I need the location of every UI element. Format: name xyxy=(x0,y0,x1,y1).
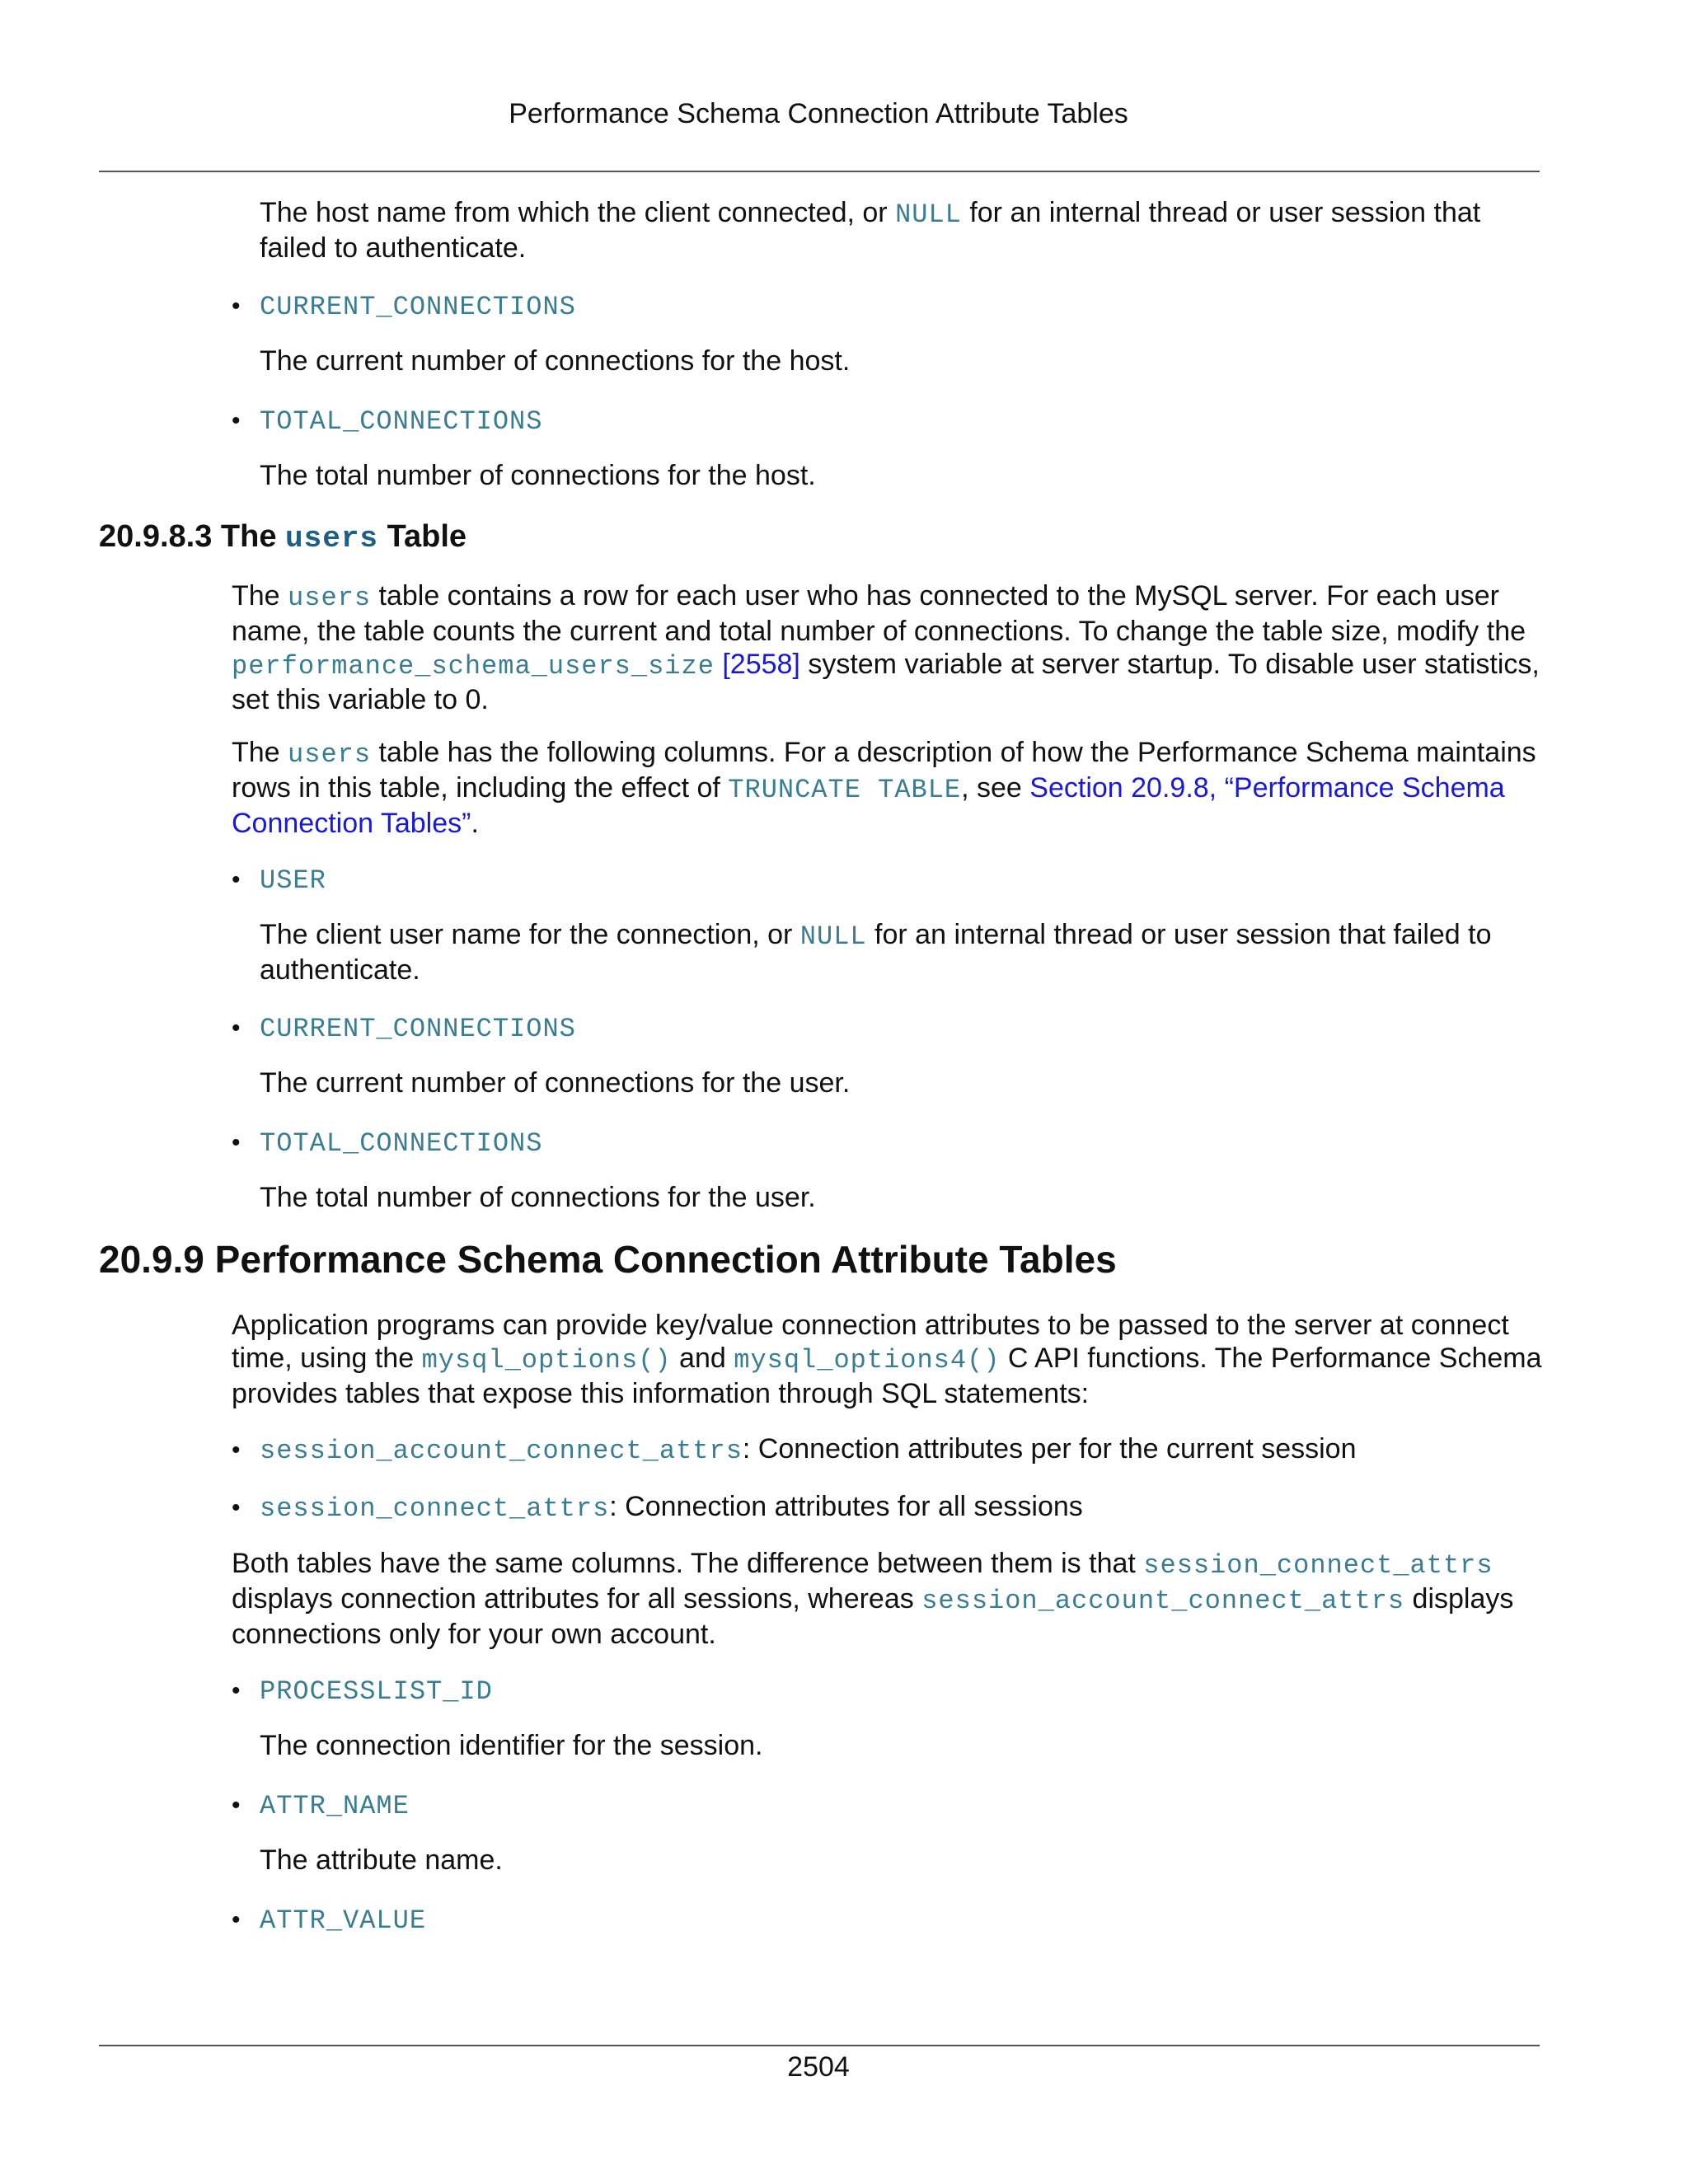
host-total-connections-description: The total number of connections for the host. xyxy=(260,460,816,491)
text-span: displays connections only for your own account. xyxy=(232,1583,1514,1650)
text-span: system variable at server startup. To disable user statistics, set this variable to 0. xyxy=(232,649,1540,715)
bullet-icon: • xyxy=(232,1792,241,1819)
page-reference-link[interactable]: [2558] xyxy=(714,649,800,680)
heading-suffix: Table xyxy=(378,519,467,554)
page-number: 2504 xyxy=(787,2051,850,2083)
total-connections-code[interactable]: TOTAL_CONNECTIONS xyxy=(260,406,543,437)
attr-name-description: The attribute name. xyxy=(260,1844,503,1876)
table-list-item xyxy=(232,1432,1542,1468)
current-connections-code[interactable]: CURRENT_CONNECTIONS xyxy=(260,292,576,322)
session-account-connect-attrs-link[interactable]: session_account_connect_attrs xyxy=(921,1586,1405,1616)
host-current-connections-description: The current number of connections for the host. xyxy=(260,345,851,377)
text-span: The xyxy=(232,737,288,768)
attr-intro-paragraph xyxy=(232,1309,1550,1410)
text-span: , see xyxy=(961,772,1030,804)
table-list-item xyxy=(232,1490,1542,1526)
text-span: Application programs can provide key/value connection attributes to be passed to the server at connect time, using the xyxy=(232,1310,1509,1374)
bullet-icon: • xyxy=(232,866,241,893)
host-total-connections-item xyxy=(232,403,1542,438)
users-size-variable-link[interactable]: performance_schema_users_size xyxy=(232,651,715,682)
footer-divider xyxy=(99,2045,1540,2046)
heading-number: 20.9.8.3 The xyxy=(99,519,286,554)
truncate-table-link[interactable]: TRUNCATE TABLE xyxy=(728,775,962,805)
session-connect-attrs-link[interactable]: session_connect_attrs xyxy=(260,1493,610,1524)
mysql-options-link[interactable]: mysql_options() xyxy=(421,1345,672,1376)
host-description-text: The host name from which the client connected, or xyxy=(260,197,896,228)
user-column-item xyxy=(232,862,1542,898)
text-span: C API functions. The Performance Schema provides tables that expose this information through SQL statements: xyxy=(232,1343,1542,1409)
null-code[interactable]: NULL xyxy=(799,921,867,952)
text-span: The client user name for the connection, or xyxy=(260,919,800,950)
users-code[interactable]: users xyxy=(288,583,372,613)
bullet-icon: • xyxy=(232,1494,241,1521)
users-table-heading xyxy=(99,518,467,558)
text-span: . xyxy=(471,808,479,839)
user-current-connections-item xyxy=(232,1010,1542,1046)
users-columns-paragraph xyxy=(232,736,1550,840)
text-span: displays connection attributes for all sessions, whereas xyxy=(232,1583,922,1615)
user-column-description xyxy=(260,918,1554,987)
users-code[interactable]: users xyxy=(288,739,372,770)
text-span: table has the following columns. For a description of how the Performance Schema maintains rows in this table, including the effect of xyxy=(232,737,1536,804)
processlist-id-code[interactable]: PROCESSLIST_ID xyxy=(260,1676,493,1707)
bullet-icon: • xyxy=(232,1677,241,1704)
session-connect-attrs-link[interactable]: session_connect_attrs xyxy=(1143,1550,1493,1581)
text-span: and xyxy=(671,1343,734,1374)
text-span: table contains a row for each user who has connected to the MySQL server. For each user name, the table counts the current and total number of connections. To change the table size, modify the xyxy=(232,580,1526,647)
text-span: Both tables have the same columns. The difference between them is that xyxy=(232,1548,1144,1579)
connection-attribute-tables-heading: 20.9.9 Performance Schema Connection Attribute Tables xyxy=(99,1238,1117,1281)
host-description-text-2: for an internal thread or user session that failed to authenticate. xyxy=(260,197,1481,264)
processlist-id-description: The connection identifier for the session. xyxy=(260,1730,763,1761)
table-description: : Connection attributes per for the current session xyxy=(742,1433,1357,1465)
user-current-connections-description: The current number of connections for the user. xyxy=(260,1067,851,1099)
total-connections-code[interactable]: TOTAL_CONNECTIONS xyxy=(260,1128,543,1159)
table-description: : Connection attributes for all sessions xyxy=(609,1491,1083,1522)
attr-name-code[interactable]: ATTR_NAME xyxy=(260,1791,410,1821)
session-account-connect-attrs-link[interactable]: session_account_connect_attrs xyxy=(260,1436,743,1466)
attr-name-item xyxy=(232,1788,1542,1823)
text-span: The xyxy=(232,580,288,612)
users-intro-paragraph xyxy=(232,579,1550,716)
connection-tables-section-link[interactable]: Section 20.9.8, “Performance Schema Connection Tables” xyxy=(232,772,1505,839)
page-header-title: Performance Schema Connection Attribute Tables xyxy=(509,98,1128,129)
bullet-icon: • xyxy=(232,1436,241,1464)
mysql-options4-link[interactable]: mysql_options4() xyxy=(734,1345,1001,1376)
current-connections-code[interactable]: CURRENT_CONNECTIONS xyxy=(260,1014,576,1044)
bullet-icon: • xyxy=(232,407,241,434)
attr-value-code[interactable]: ATTR_VALUE xyxy=(260,1905,427,1936)
host-description xyxy=(260,196,1554,265)
bullet-icon: • xyxy=(232,293,241,320)
bullet-icon: • xyxy=(232,1129,241,1156)
null-code[interactable]: NULL xyxy=(895,199,962,230)
processlist-id-item xyxy=(232,1673,1542,1708)
user-column-code[interactable]: USER xyxy=(260,865,326,896)
text-span: for an internal thread or user session that failed to authenticate. xyxy=(260,919,1492,986)
bullet-icon: • xyxy=(232,1015,241,1042)
host-current-connections-item xyxy=(232,288,1542,324)
header-divider xyxy=(99,171,1540,172)
user-total-connections-item xyxy=(232,1125,1542,1160)
attr-value-item xyxy=(232,1902,1542,1938)
bullet-icon: • xyxy=(232,1906,241,1933)
heading-code: users xyxy=(285,522,379,555)
tables-difference-paragraph xyxy=(232,1547,1550,1651)
user-total-connections-description: The total number of connections for the user. xyxy=(260,1182,816,1213)
